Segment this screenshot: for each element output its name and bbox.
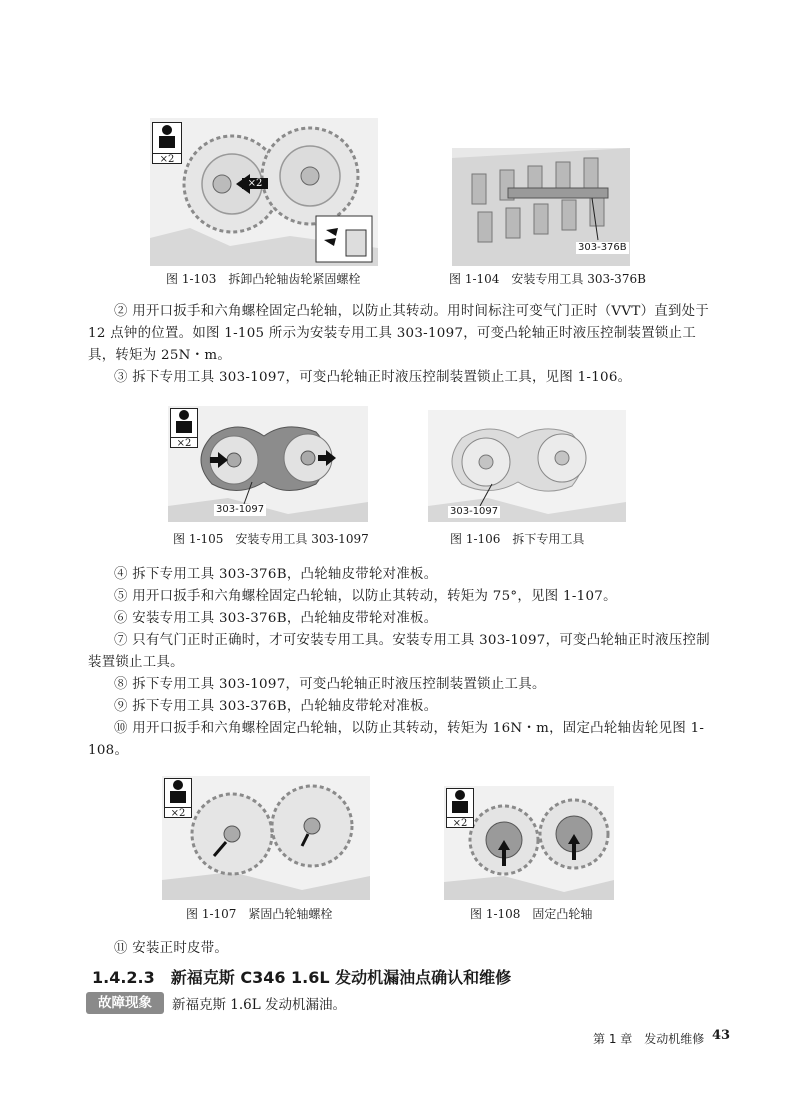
figure-1-104 (452, 148, 630, 266)
caption-fig-1-103: 图 1-103 拆卸凸轮轴齿轮紧固螺栓 (166, 272, 361, 286)
technician-count: ×2 (171, 437, 197, 450)
camshaft-bolt-tightening-illustration (162, 776, 370, 900)
fault-symptom-tag: 故障现象 (86, 992, 164, 1014)
tool-callout-303-376B: 303-376B (578, 242, 627, 253)
fault-symptom-text: 新福克斯 1.6L 发动机漏油。 (172, 997, 347, 1013)
paragraph-step-8: ⑧ 拆下专用工具 303-1097，可变凸轮轴正时液压控制装置锁止工具。 (114, 677, 546, 692)
paragraph-step-2: ② 用开口扳手和六角螺栓固定凸轮轴，以防止其转动。用时间标注可变气门正时（VVT）直到处于 12 点钟的位置。如图 1-105 所示为安装专用工具 303-1097，可变凸轮轴正时液压控制装置锁止工具，转矩为 25N・m。 (88, 304, 710, 363)
technician-count-badge (446, 788, 474, 828)
paragraph-step-10: ⑩ 用开口扳手和六角螺栓固定凸轮轴，以防止其转动，转矩为 16N・m，固定凸轮轴齿轮见图 1-108。 (88, 721, 705, 758)
paragraph-step-7: ⑦ 只有气门正时正确时，才可安装专用工具。安装专用工具 303-1097，可变凸轮轴正时液压控制装置锁止工具。 (88, 633, 710, 670)
caption-fig-1-107: 图 1-107 紧固凸轮轴螺栓 (186, 907, 333, 921)
technician-count: ×2 (165, 807, 191, 820)
paragraph-step-11: ⑪ 安装正时皮带。 (114, 941, 229, 956)
figure-1-106 (428, 410, 626, 522)
caption-fig-1-108: 图 1-108 固定凸轮轴 (470, 907, 593, 921)
section-heading: 1.4.2.3 新福克斯 C346 1.6L 发动机漏油点确认和维修 (92, 968, 512, 987)
technician-icon (153, 123, 181, 149)
footer-chapter: 第 1 章 发动机维修 (593, 1032, 705, 1046)
figure-1-103 (150, 118, 378, 266)
technician-count-badge (170, 408, 198, 448)
figure-1-105 (168, 406, 368, 522)
technician-count: ×2 (447, 817, 473, 830)
paragraph-step-5: ⑤ 用开口扳手和六角螺栓固定凸轮轴，以防止其转动，转矩为 75°，见图 1-107。 (114, 589, 617, 604)
paragraph-step-4: ④ 拆下专用工具 303-376B，凸轮轴皮带轮对准板。 (114, 567, 438, 582)
technician-count-badge (164, 778, 192, 818)
tool-callout-303-1097: 303-1097 (216, 504, 265, 515)
caption-fig-1-104: 图 1-104 安装专用工具 303-376B (449, 272, 646, 286)
technician-icon (165, 779, 191, 803)
technician-count: ×2 (153, 153, 181, 166)
technician-count-badge (152, 122, 182, 164)
paragraph-step-9: ⑨ 拆下专用工具 303-376B，凸轮轴皮带轮对准板。 (114, 699, 438, 714)
page-number: 43 (712, 1028, 731, 1043)
bolt-arrow-label: ×2 (242, 178, 268, 189)
paragraph-step-3: ③ 拆下专用工具 303-1097，可变凸轮轴正时液压控制装置锁止工具，见图 1-106。 (114, 370, 632, 385)
technician-icon (171, 409, 197, 433)
technician-icon (447, 789, 473, 813)
figure-1-108 (444, 786, 614, 900)
caption-fig-1-105: 图 1-105 安装专用工具 303-1097 (173, 532, 369, 546)
caption-fig-1-106: 图 1-106 拆下专用工具 (450, 532, 585, 546)
tool-callout-303-1097: 303-1097 (450, 506, 499, 517)
paragraph-step-6: ⑥ 安装专用工具 303-376B，凸轮轴皮带轮对准板。 (114, 611, 438, 626)
engine-cam-gears-illustration (150, 118, 378, 266)
figure-1-107 (162, 776, 370, 900)
vvt-lock-tool-illustration (168, 406, 368, 522)
